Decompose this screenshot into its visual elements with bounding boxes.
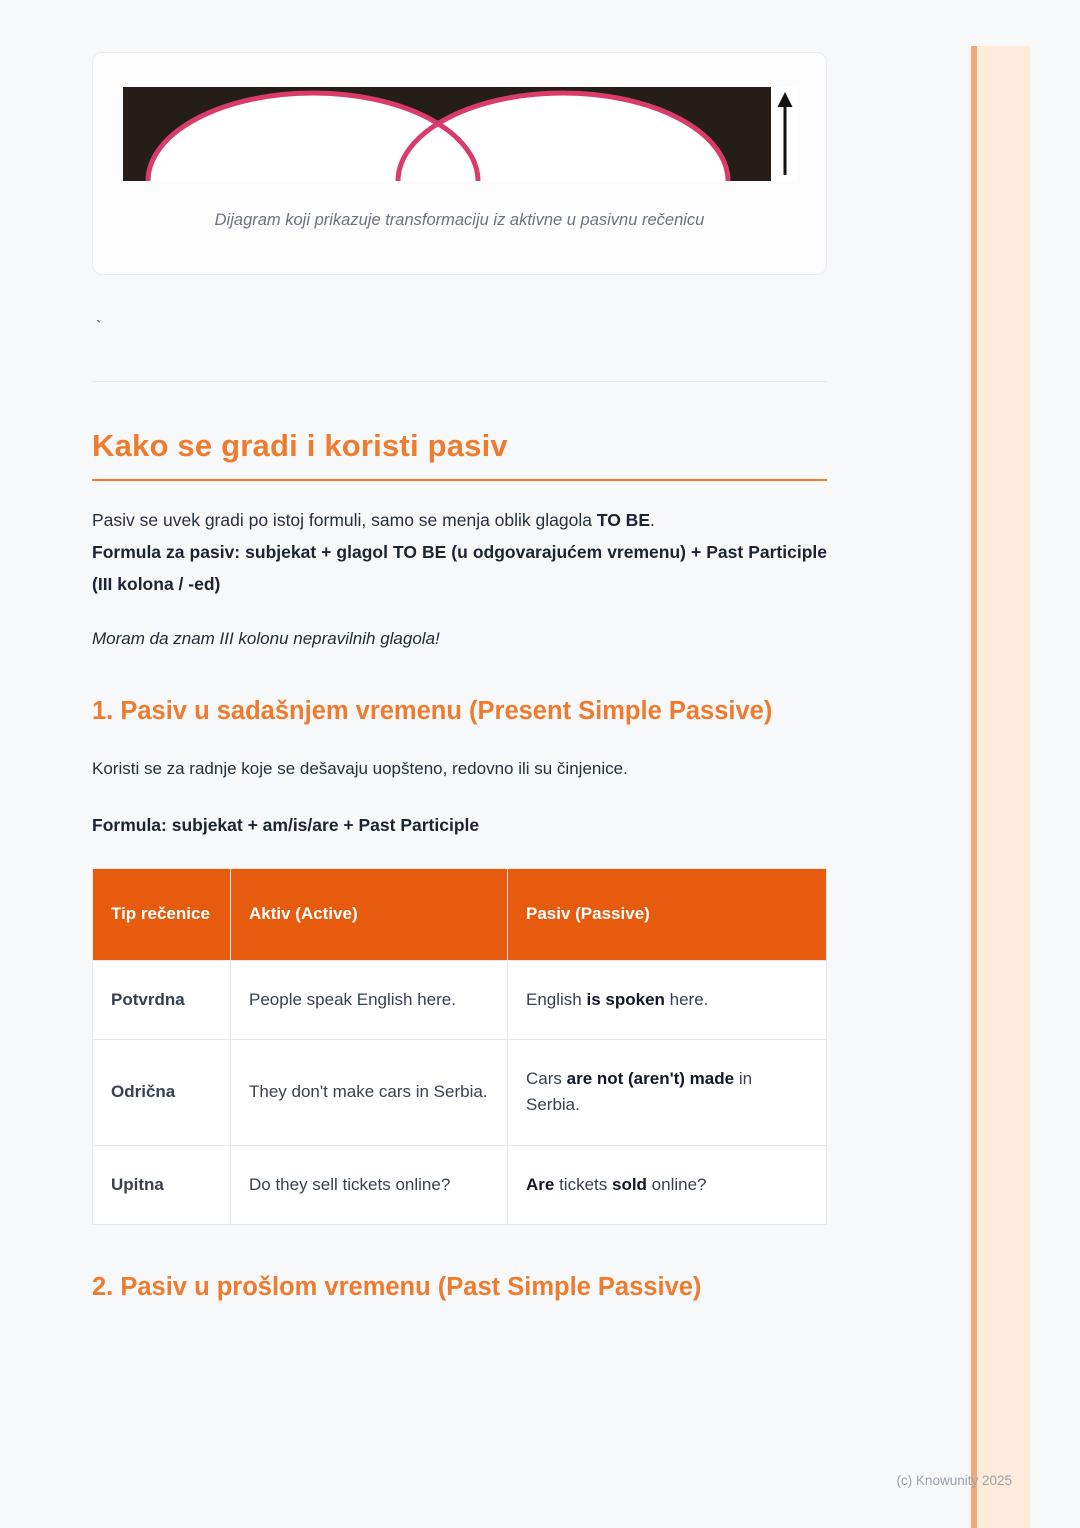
stray-backtick: ` <box>96 319 102 337</box>
figure-caption: Dijagram koji prikazuje transformaciju iz aktivne u pasivnu rečenicu <box>214 211 705 229</box>
passive-cell: English is spoken here. <box>508 960 827 1039</box>
table-row <box>93 960 827 1039</box>
subsection-title-present: 1. Pasiv u sadašnjem vremenu (Present Simple Passive) <box>92 696 773 725</box>
passive-table <box>92 868 827 1225</box>
transformation-diagram <box>123 87 798 181</box>
table-header-active: Aktiv (Active) <box>231 869 508 960</box>
type-cell: Potvrdna <box>93 960 231 1039</box>
type-cell: Odrična <box>93 1039 231 1145</box>
table-row <box>93 1145 827 1224</box>
table-header-passive: Pasiv (Passive) <box>508 869 827 960</box>
active-cell: People speak English here. <box>231 960 508 1039</box>
intro-paragraph: Pasiv se uvek gradi po istoj formuli, samo se menja oblik glagola TO BE. Formula za pasiv: subjekat + glagol TO BE (u odgovarajućem vremenu) + Past Participle (III kolona / -ed) <box>92 510 827 594</box>
content-column <box>92 52 827 1305</box>
figure-card <box>92 52 827 275</box>
section-divider <box>92 381 827 382</box>
copyright-footer: (c) Knowunity 2025 <box>896 1473 1012 1488</box>
formula-text: Formula: subjekat + am/is/are + Past Participle <box>92 815 480 836</box>
passive-cell: Cars are not (aren't) made in Serbia. <box>508 1039 827 1145</box>
active-cell: They don't make cars in Serbia. <box>231 1039 508 1145</box>
section-title: Kako se gradi i koristi pasiv <box>92 428 827 481</box>
subsection-description: Koristi se za radnje koje se dešavaju uopšteno, redovno ili su činjenice. <box>92 759 628 779</box>
passive-cell: Are tickets sold online? <box>508 1145 827 1224</box>
active-cell: Do they sell tickets online? <box>231 1145 508 1224</box>
table-row <box>93 1039 827 1145</box>
table-header-row <box>93 869 827 960</box>
note-paragraph: Moram da znam III kolonu nepravilnih glagola! <box>92 628 440 648</box>
subsection-title-past: 2. Pasiv u prošlom vremenu (Past Simple Passive) <box>92 1272 702 1301</box>
type-cell: Upitna <box>93 1145 231 1224</box>
side-strip <box>971 46 1030 1528</box>
table-header-type: Tip rečenice <box>93 869 231 960</box>
